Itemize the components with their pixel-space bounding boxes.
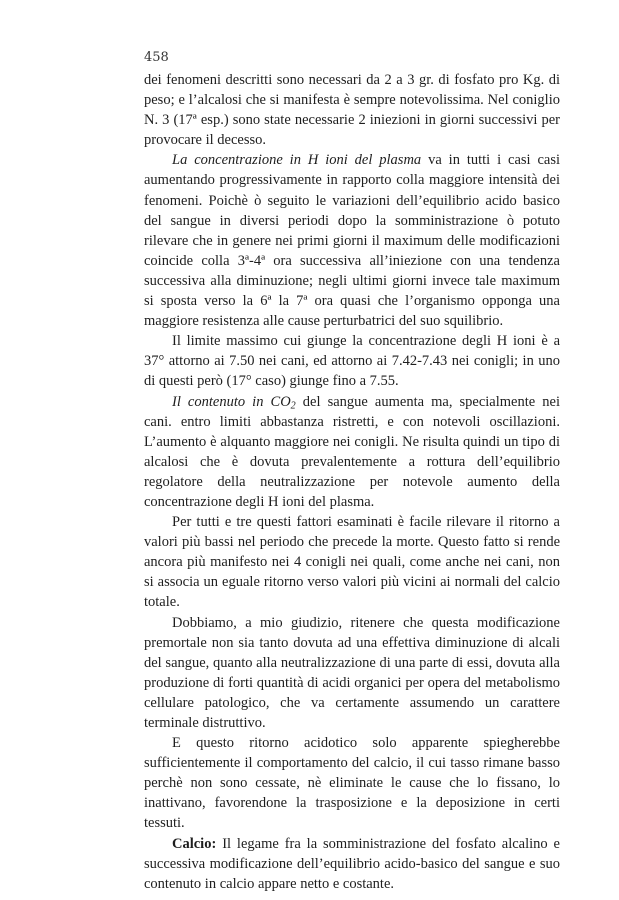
paragraph-three-factors <box>144 512 560 612</box>
page-number: 458 <box>144 50 169 65</box>
paragraph-acidotic-return <box>144 733 560 833</box>
paragraph-h-ion-concentration <box>144 150 560 331</box>
paragraph-text: va in tutti i casi casi aumentando progressivamente in rapporto colla maggiore intensità dei fenomeni. Poichè ò seguito le variazioni dell’equilibrio acido basico del sangue in diversi periodi dopo la somministrazione ò potuto rilevare che in genere nei primi giorni il maximum delle modificazioni coincide colla 3ª-4ª ora successiva all’iniezione con una tendenza successiva alla diminuzione; negli ultimi giorni invece tale maximum si sposta verso la 6ª la 7ª ora quasi che l’organismo opponga una maggiore resistenza alle cause perturbatrici del suo squilibrio. <box>144 152 560 330</box>
paragraph-lead-italic: La concentrazione in H ioni del plasma <box>172 152 422 169</box>
paragraph-text: Per tutti e tre questi fattori esaminati è facile rilevare il ritorno a valori più bassi nel periodo che precede la morte. Questo fatto si rende ancora più manifesto nei 4 conigli nei quali, come anche nei cani, non si associa un eguale ritorno verso valori più vicini ai normali del calcio totale. <box>144 514 560 611</box>
paragraph-text: E questo ritorno acidotico solo apparente spiegherebbe sufficientemente il comportamento del calcio, il cui tasso rimane basso perchè non sono cessate, nè eliminate le cause che lo fissano, lo inattivano, favorendone la trasposizione e la deposizione in certi tessuti. <box>144 735 560 832</box>
paragraph-co2-content <box>144 392 560 513</box>
paragraph-calcium <box>144 834 560 894</box>
paragraph-lead-subscript: 2 <box>290 400 296 412</box>
paragraph-text: dei fenomeni descritti sono necessari da 2 a 3 gr. di fosfato pro Kg. di peso; e l’alcalosi che si manifesta è sempre notevolissima. Nel coniglio N. 3 (17ª esp.) sono state necessarie 2 iniezioni in giorni successivi per provocare il decesso. <box>144 72 560 149</box>
paragraph-continuation <box>144 70 560 150</box>
paragraph-text: del sangue aumenta ma, specialmente nei cani. entro limiti abbastanza ristretti, e con notevoli oscillazioni. L’aumento è alquanto maggiore nei conigli. Ne risulta quindi un tipo di alcalosi che è dovuta prevalentemente a rottura dell’equilibrio regolatore della neutralizzazione per notevole aumento della concentrazione degli H ioni del plasma. <box>144 393 560 510</box>
paragraph-lead-bold: Calcio: <box>172 835 217 852</box>
paragraph-text: Il legame fra la somministrazione del fosfato alcalino e successiva modificazione dell’equilibrio acido-basico del sangue e suo contenuto in calcio appare netto e costante. <box>144 835 560 892</box>
paragraph-premortal <box>144 613 560 734</box>
paragraph-limit <box>144 331 560 391</box>
paragraph-text: Dobbiamo, a mio giudizio, ritenere che questa modificazione premortale non sia tanto dovuta ad una effettiva diminuzione di alcali del sangue, quanto alla neutralizzazione di una parte di essi, dovuta alla produzione di forti quantità di acidi organici per opera del metabolismo cellulare patologico, che va certamente assumendo un carattere terminale distruttivo. <box>144 614 560 731</box>
paragraph-lead-italic: Il contenuto in CO <box>172 393 291 410</box>
body-text <box>144 70 560 894</box>
paragraph-text: Il limite massimo cui giunge la concentrazione degli H ioni è a 37° attorno ai 7.50 nei cani, ed attorno ai 7.42-7.43 nei conigli; in uno di questi però (17° caso) giunge fino a 7.55. <box>144 333 560 390</box>
